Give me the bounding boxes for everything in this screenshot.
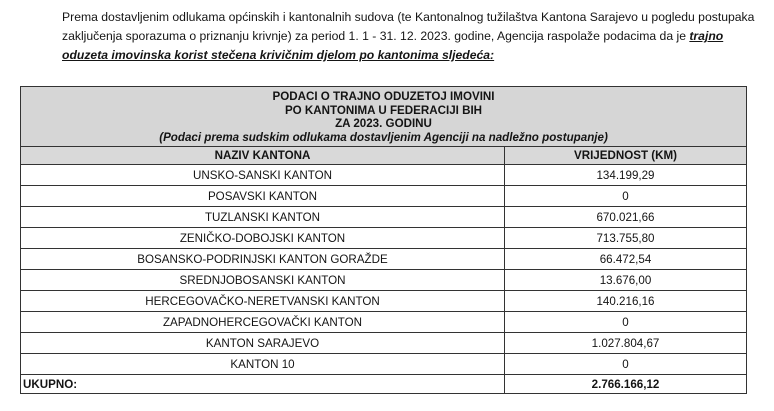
canton-name: BOSANSKO-PODRINJSKI KANTON GORAŽDE <box>21 249 505 270</box>
table-body <box>21 165 747 375</box>
canton-value: 66.472,54 <box>505 249 747 270</box>
table-row <box>21 165 747 186</box>
column-header-value: VRIJEDNOST (KM) <box>505 147 747 165</box>
canton-name: ZENIČKO-DOBOJSKI KANTON <box>21 228 505 249</box>
table-subtitle: (Podaci prema sudskim odlukama dostavljenim Agenciji na nadležno postupanje) <box>159 130 608 144</box>
canton-value: 670.021,66 <box>505 207 747 228</box>
table-row <box>21 270 747 291</box>
canton-value: 134.199,29 <box>505 165 747 186</box>
column-header-name: NAZIV KANTONA <box>21 147 505 165</box>
canton-value: 0 <box>505 354 747 375</box>
total-row <box>21 375 747 394</box>
canton-name: ZAPADNOHERCEGOVAČKI KANTON <box>21 312 505 333</box>
canton-name: UNSKO-SANSKI KANTON <box>21 165 505 186</box>
table-row <box>21 207 747 228</box>
table-row <box>21 291 747 312</box>
total-label: UKUPNO: <box>21 375 505 394</box>
canton-value: 13.676,00 <box>505 270 747 291</box>
table-row <box>21 186 747 207</box>
confiscated-assets-table <box>20 86 747 394</box>
column-header-row <box>21 147 747 165</box>
intro-underlined-text: trajno oduzeta imovinska korist stečena krivičnim djelom po kantonima sljedeća: <box>62 29 724 62</box>
table-title-cell <box>21 87 747 147</box>
canton-value: 0 <box>505 312 747 333</box>
canton-name: SREDNJOBOSANSKI KANTON <box>21 270 505 291</box>
canton-name: POSAVSKI KANTON <box>21 186 505 207</box>
table-row <box>21 228 747 249</box>
canton-name: TUZLANSKI KANTON <box>21 207 505 228</box>
table-title-row <box>21 87 747 147</box>
canton-name: KANTON 10 <box>21 354 505 375</box>
canton-value: 1.027.804,67 <box>505 333 747 354</box>
table-title-line-2: PO KANTONIMA U FEDERACIJI BIH <box>284 103 483 117</box>
table-row <box>21 312 747 333</box>
total-value: 2.766.166,12 <box>505 375 747 394</box>
table-row <box>21 249 747 270</box>
canton-value: 0 <box>505 186 747 207</box>
canton-value: 713.755,80 <box>505 228 747 249</box>
table-title-line-3: ZA 2023. GODINU <box>335 117 432 130</box>
intro-text: Prema dostavljenim odlukama općinskih i kantonalnih sudova (te Kantonalnog tužilaštva Kantona Sarajevo u pogledu postupaka zaključenja sporazuma o priznanju krivnje) za period 1. 1 - 31. 12. 2023. godine, Agencija raspolaže podacima da je <box>62 10 755 43</box>
canton-name: HERCEGOVAČKO-NERETVANSKI KANTON <box>21 291 505 312</box>
canton-value: 140.216,16 <box>505 291 747 312</box>
table-row <box>21 354 747 375</box>
canton-name: KANTON SARAJEVO <box>21 333 505 354</box>
table-row <box>21 333 747 354</box>
table-title-line-1: PODACI O TRAJNO ODUZETOJ IMOVINI <box>272 90 495 103</box>
intro-paragraph <box>62 8 757 65</box>
